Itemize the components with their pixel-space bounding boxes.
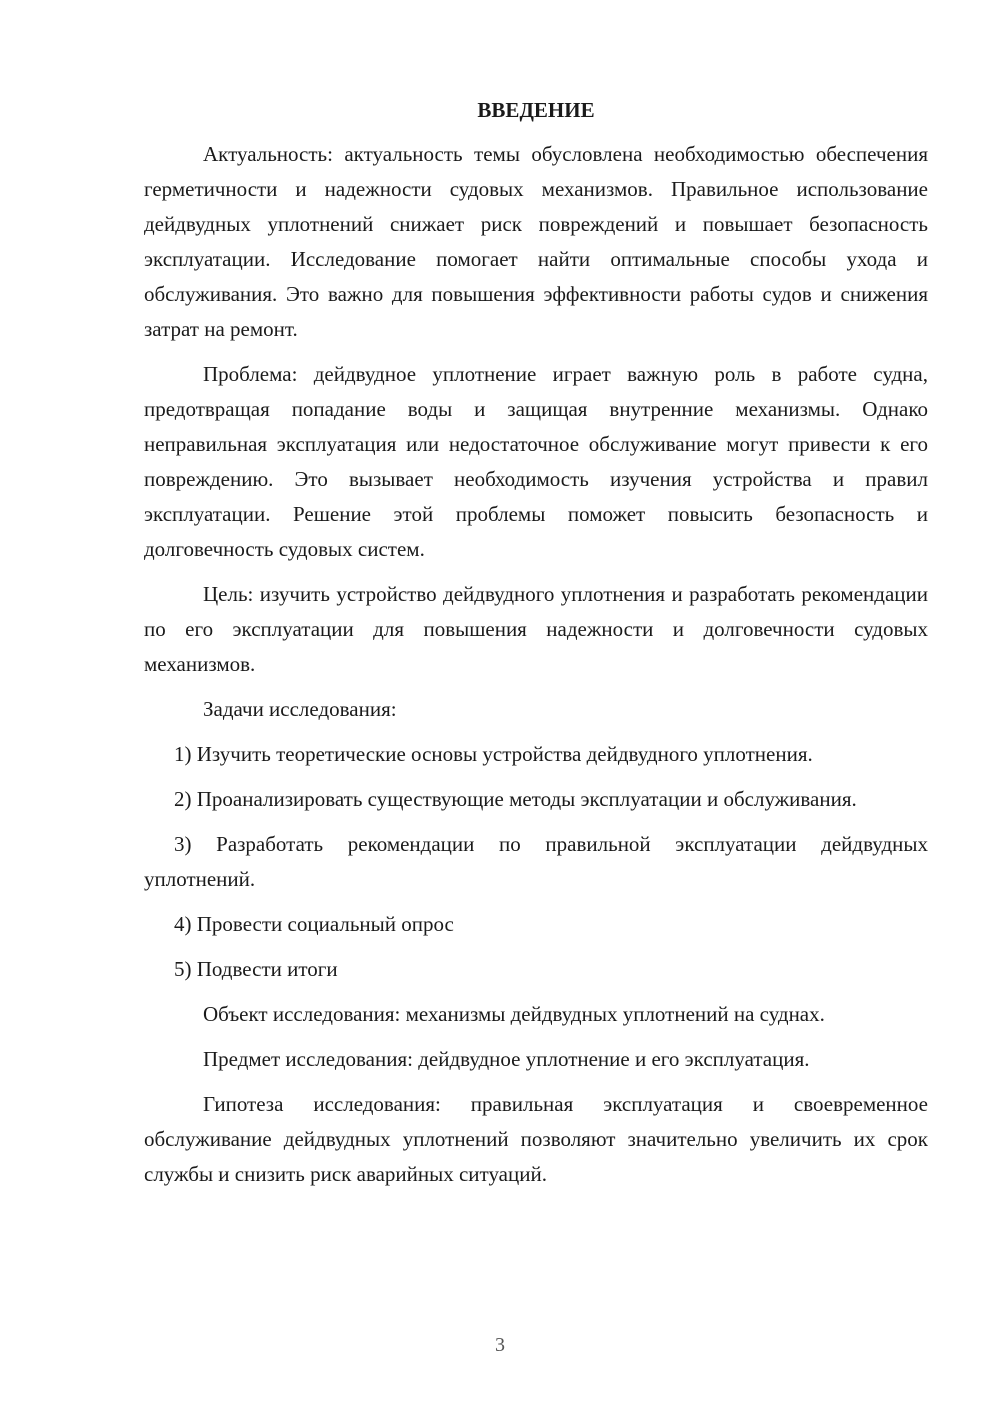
object-paragraph: Объект исследования: механизмы дейдвудных уплотнений на суднах. bbox=[203, 1002, 825, 1026]
hypothesis-paragraph: Гипотеза исследования: правильная эксплуатация и своевременное обслуживание дейдвудных уплотнений позволяют значительно увеличить их срок службы и снизить риск аварийных ситуаций. bbox=[144, 1092, 928, 1186]
relevance-paragraph: Актуальность: актуальность темы обусловлена необходимостью обеспечения герметичности и надежности судовых механизмов. Правильное использование дейдвудных уплотнений снижает риск повреждений и повышает безопасность эксплуатации. Исследование помогает найти оптимальные способы ухода и обслуживания. Это важно для повышения эффективности работы судов и снижения затрат на ремонт. bbox=[144, 142, 928, 341]
goal-paragraph: Цель: изучить устройство дейдвудного уплотнения и разработать рекомендации по его эксплуатации для повышения надежности и долговечности судовых механизмов. bbox=[144, 582, 928, 676]
tasks-heading: Задачи исследования: bbox=[203, 697, 397, 721]
page-number: 3 bbox=[495, 1334, 505, 1356]
task-item-2: 2) Проанализировать существующие методы эксплуатации и обслуживания. bbox=[174, 787, 857, 811]
task-item-4: 4) Провести социальный опрос bbox=[174, 912, 454, 936]
task-item-3: 3) Разработать рекомендации по правильной эксплуатации дейдвудных уплотнений. bbox=[144, 832, 928, 891]
task-item-5: 5) Подвести итоги bbox=[174, 957, 338, 981]
problem-paragraph: Проблема: дейдвудное уплотнение играет важную роль в работе судна, предотвращая попадание воды и защищая внутренние механизмы. Однако неправильная эксплуатация или недостаточное обслуживание могут привести к его повреждению. Это вызывает необходимость изучения устройства и правил эксплуатации. Решение этой проблемы поможет повысить безопасность и долговечность судовых систем. bbox=[144, 362, 928, 561]
subject-paragraph: Предмет исследования: дейдвудное уплотнение и его эксплуатация. bbox=[203, 1047, 810, 1071]
page-content bbox=[144, 96, 928, 1192]
section-title: ВВЕДЕНИЕ bbox=[477, 98, 595, 122]
task-item-1: 1) Изучить теоретические основы устройства дейдвудного уплотнения. bbox=[174, 742, 813, 766]
